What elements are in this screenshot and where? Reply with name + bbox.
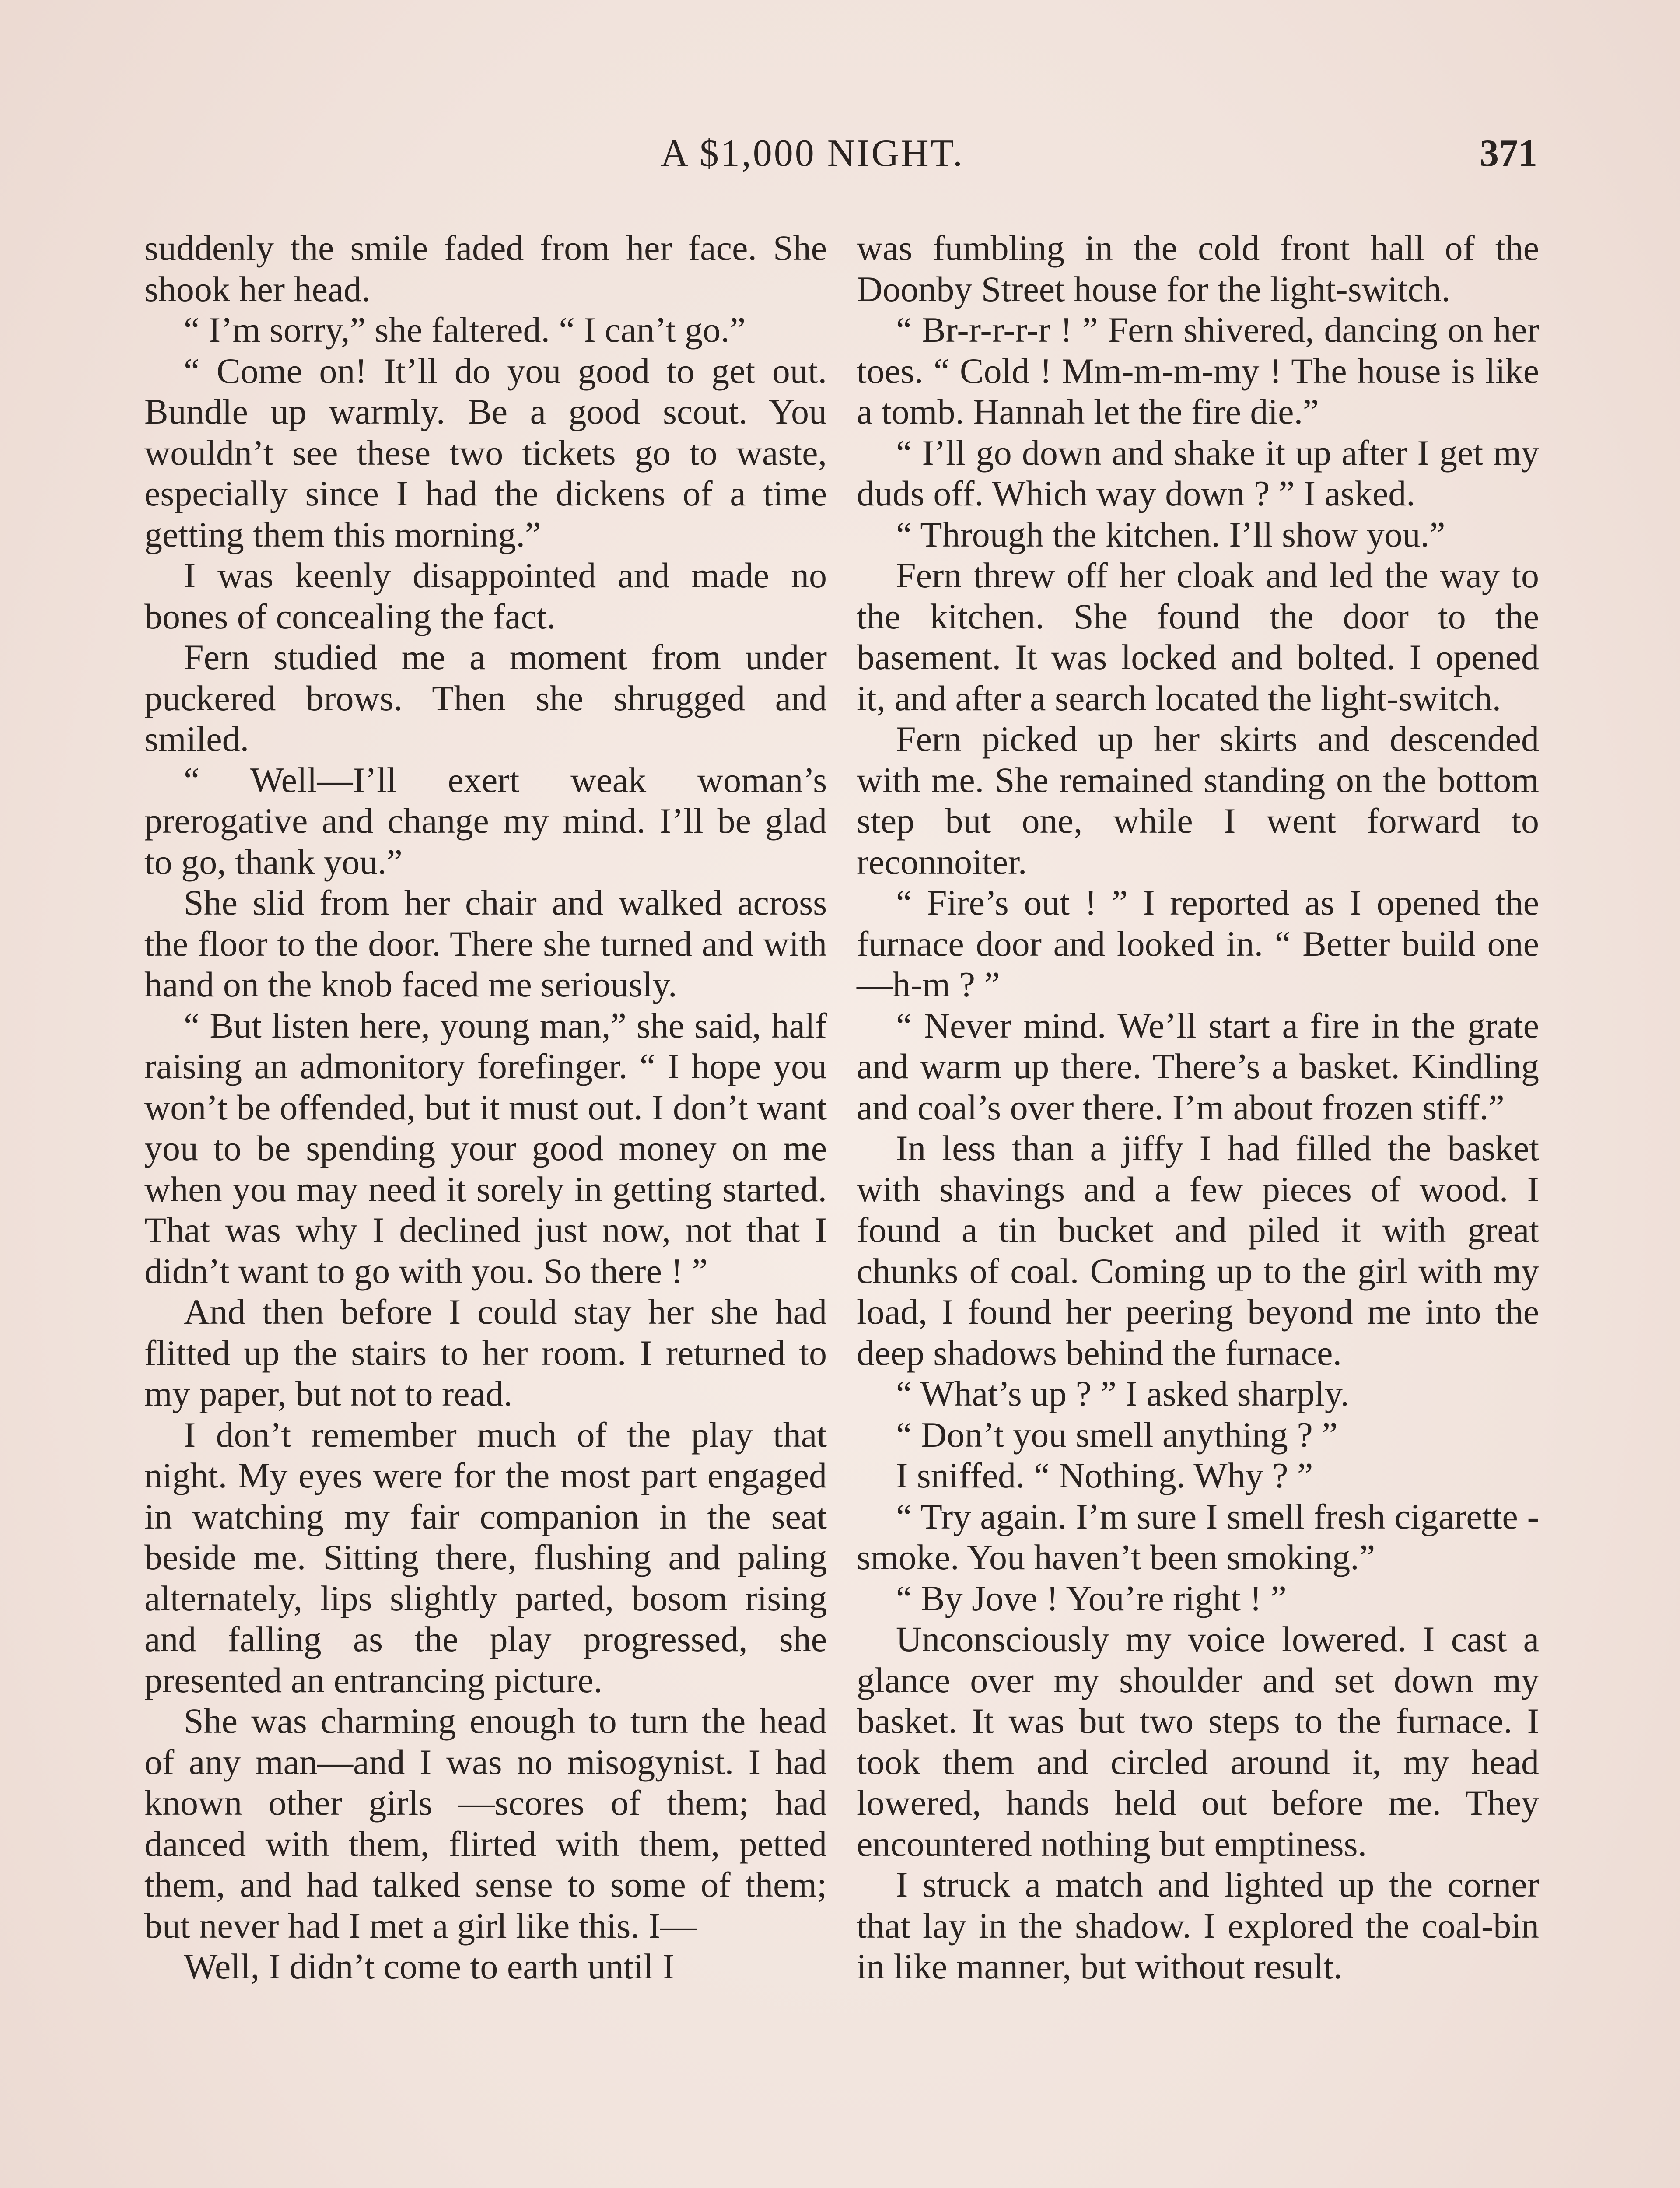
paragraph: I sniffed. “ Nothing. Why ? ” <box>896 1455 1313 1495</box>
paragraph: “ What’s up ? ” I asked sharply. <box>896 1374 1350 1413</box>
paragraph: “ By Jove ! You’re right ! ” <box>896 1578 1287 1618</box>
paragraph: “ Br-r-r-r-r ! ” Fern shivered, dancing on her toes. “ Cold ! Mm-m-m-my ! The house is like a tomb. Hannah let the fire die.” <box>857 310 1539 431</box>
paragraph: “ I’m sorry,” she faltered. “ I can’t go.” <box>184 310 746 350</box>
paragraph: “ Well—I’ll exert weak woman’s prerogative and change my mind. I’ll be glad to go, thank you.” <box>144 760 827 882</box>
paragraph: Well, I didn’t come to earth until I <box>184 1946 675 1986</box>
paragraph: “ Through the kitchen. I’ll show you.” <box>896 514 1446 554</box>
paragraph: I struck a match and lighted up the corner that lay in the shadow. I explored the coal-bin in like manner, but without result. <box>857 1865 1539 1986</box>
paragraph: “ Don’t you smell anything ? ” <box>896 1414 1338 1455</box>
page-number: 371 <box>1480 132 1537 175</box>
paragraph: I was keenly disappointed and made no bones of concealing the fact. <box>144 555 827 636</box>
running-header <box>0 131 1680 184</box>
paragraph: In less than a jiffy I had filled the basket with shavings and a few pieces of wood. I found a tin bucket and piled it with great chunks of coal. Coming up to the girl with my load, I found her peering beyond me into the deep shadows behind the furnace. <box>857 1128 1539 1373</box>
paragraph: Unconsciously my voice lowered. I cast a glance over my shoulder and set down my basket. It was but two steps to the furnace. I took them and circled around it, my head lowered, hands held out before me. They encountered nothing but emptiness. <box>857 1619 1539 1864</box>
paragraph: She was charming enough to turn the head of any man—and I was no misogynist. I had known other girls —scores of them; had danced with them, flirted with them, petted them, and had talked sense to some of them; but never had I met a girl like this. I— <box>144 1701 827 1946</box>
paragraph: “ I’ll go down and shake it up after I get my duds off. Which way down ? ” I asked. <box>857 432 1539 513</box>
paragraph: Fern picked up her skirts and descended with me. She remained standing on the bottom step but one, while I went forward to reconnoiter. <box>857 719 1539 882</box>
left-column <box>144 228 827 1987</box>
paragraph: She slid from her chair and walked across the floor to the door. There she turned and with hand on the knob faced me seriously. <box>144 883 827 1004</box>
paragraph: “ Come on! It’ll do you good to get out. Bundle up warmly. Be a good scout. You wouldn’t see these two tickets go to waste, especially since I had the dickens of a time getting them this morning.” <box>144 351 827 554</box>
paragraph: Fern studied me a moment from under puckered brows. Then she shrugged and smiled. <box>144 637 827 759</box>
running-title: A $1,000 NIGHT. <box>661 132 964 175</box>
paragraph: suddenly the smile faded from her face. She shook her head. <box>144 228 827 309</box>
paragraph: was fumbling in the cold front hall of the Doonby Street house for the light-switch. <box>857 228 1539 309</box>
paragraph: “ Fire’s out ! ” I reported as I opened the furnace door and looked in. “ Better build one—h-m ? ” <box>857 883 1539 1004</box>
paragraph: “ Try again. I’m sure I smell fresh cigarette - smoke. You haven’t been smoking.” <box>857 1496 1539 1577</box>
paragraph: “ But listen here, young man,” she said, half raising an admonitory forefinger. “ I hope you won’t be offended, but it must out. I don’t want you to be spending your good money on me when you may need it sorely in getting started. That was why I declined just now, not that I didn’t want to go with you. So there ! ” <box>144 1005 827 1291</box>
paragraph: Fern threw off her cloak and led the way to the kitchen. She found the door to the basement. It was locked and bolted. I opened it, and after a search located the light-switch. <box>857 555 1539 718</box>
right-column <box>857 228 1539 1987</box>
paragraph: “ Never mind. We’ll start a fire in the grate and warm up there. There’s a basket. Kindling and coal’s over there. I’m about frozen stiff.” <box>857 1005 1539 1127</box>
paragraph: And then before I could stay her she had flitted up the stairs to her room. I returned to my paper, but not to read. <box>144 1292 827 1413</box>
paragraph: I don’t remember much of the play that night. My eyes were for the most part engaged in watching my fair companion in the seat beside me. Sitting there, flushing and paling alternately, lips slightly parted, bosom rising and falling as the play progressed, she presented an entrancing picture. <box>144 1414 827 1700</box>
